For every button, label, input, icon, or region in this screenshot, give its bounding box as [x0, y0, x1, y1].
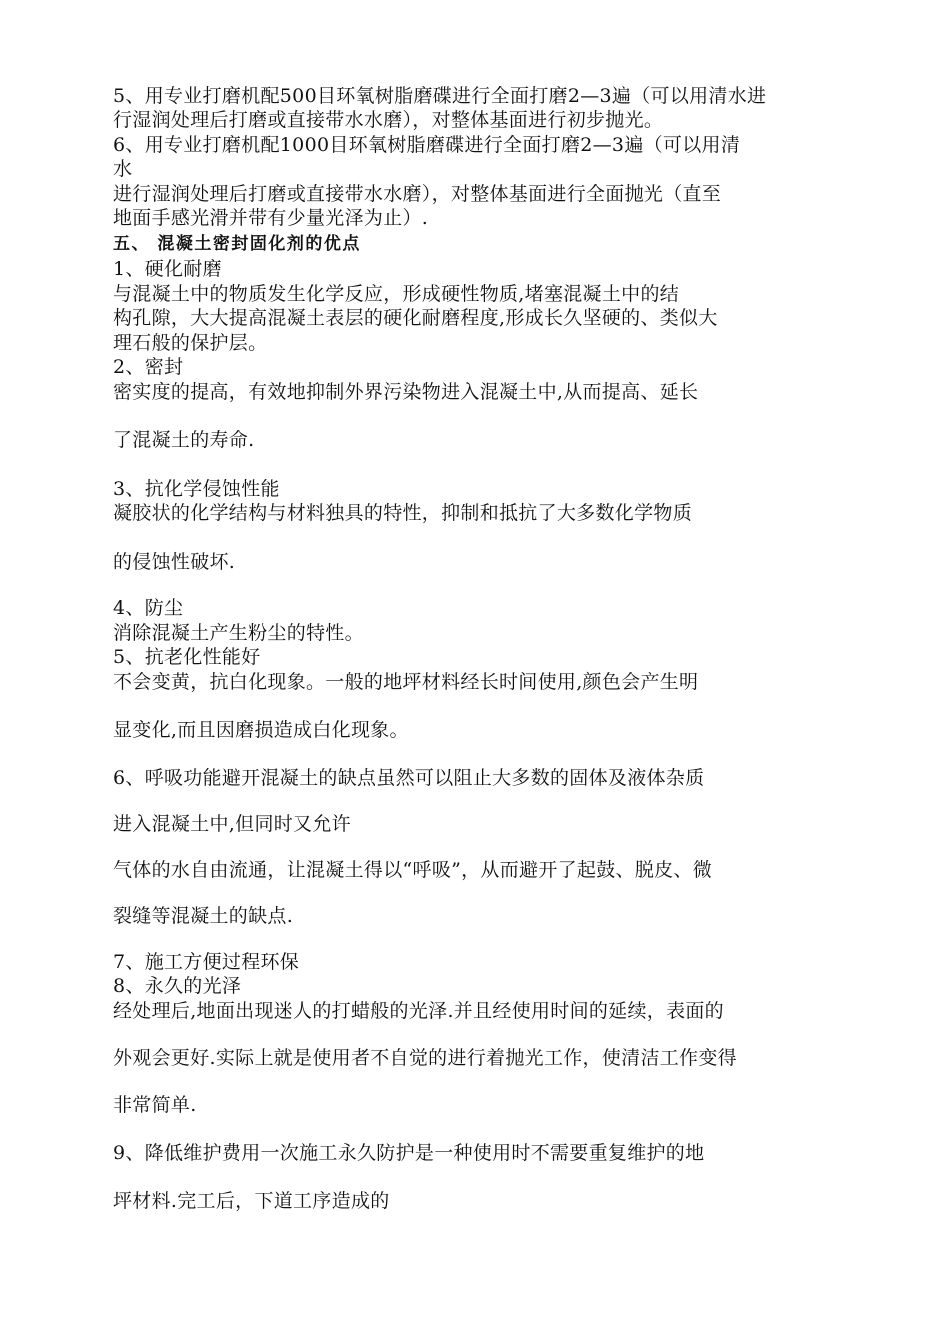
subheading: 4、防尘 — [113, 597, 184, 619]
text-line: 外观会更好.实际上就是使用者不自觉的进行着抛光工作，使清洁工作变得 — [113, 1047, 737, 1069]
text-line: 地面手感光滑并带有少量光泽为止）. — [113, 207, 429, 229]
text-line: 显变化,而且因磨损造成白化现象。 — [113, 719, 409, 741]
subheading: 3、抗化学侵蚀性能 — [113, 478, 280, 500]
text-line: 气体的水自由流通，让混凝土得以“呼吸”，从而避开了起鼓、脱皮、微 — [113, 859, 713, 881]
text-line: 不会变黄，抗白化现象。一般的地坪材料经长时间使用,颜色会产生明 — [113, 671, 699, 693]
text-line: 非常简单. — [113, 1094, 197, 1116]
subheading: 2、密封 — [113, 356, 184, 378]
text-line: 理石般的保护层。 — [113, 332, 268, 354]
text-line: 坪材料.完工后，下道工序造成的 — [113, 1190, 390, 1212]
subheading: 9、降低维护费用一次施工永久防护是一种使用时不需要重复维护的地 — [113, 1142, 705, 1164]
text-line: 密实度的提高，有效地抑制外界污染物进入混凝土中,从而提高、延长 — [113, 381, 699, 403]
subheading: 8、永久的光泽 — [113, 975, 242, 997]
text-line: 构孔隙，大大提高混凝土表层的硬化耐磨程度,形成长久坚硬的、类似大 — [113, 307, 718, 329]
text-line: 凝胶状的化学结构与材料独具的特性，抑制和抵抗了大多数化学物质 — [113, 502, 693, 524]
subheading: 1、硬化耐磨 — [113, 258, 222, 280]
text-line: 5、用专业打磨机配500目环氧树脂磨碟进行全面打磨2—3遍（可以用清水进 — [113, 85, 767, 107]
text-line: 了混凝土的寿命. — [113, 429, 255, 451]
text-line: 水 — [113, 158, 133, 180]
text-line: 消除混凝土产生粉尘的特性。 — [113, 622, 364, 644]
subheading: 6、呼吸功能避开混凝土的缺点虽然可以阻止大多数的固体及液体杂质 — [113, 767, 705, 789]
text-line: 的侵蚀性破坏. — [113, 551, 236, 573]
subheading: 5、抗老化性能好 — [113, 646, 261, 668]
section-heading: 五、 混凝土密封固化剂的优点 — [113, 234, 361, 254]
text-line: 经处理后,地面出现迷人的打蜡般的光泽.并且经使用时间的延续，表面的 — [113, 1000, 724, 1022]
text-line: 进行湿润处理后打磨或直接带水水磨），对整体基面进行全面抛光（直至 — [113, 183, 722, 205]
text-line: 6、用专业打磨机配1000目环氧树脂磨碟进行全面打磨2—3遍（可以用清 — [113, 134, 741, 156]
text-line: 行湿润处理后打磨或直接带水水磨），对整体基面进行初步抛光。 — [113, 109, 664, 131]
text-line: 裂缝等混凝土的缺点. — [113, 905, 294, 927]
text-line: 与混凝土中的物质发生化学反应，形成硬性物质,堵塞混凝土中的结 — [113, 283, 680, 305]
subheading: 7、施工方便过程环保 — [113, 951, 300, 973]
text-line: 进入混凝土中,但同时又允许 — [113, 813, 351, 835]
